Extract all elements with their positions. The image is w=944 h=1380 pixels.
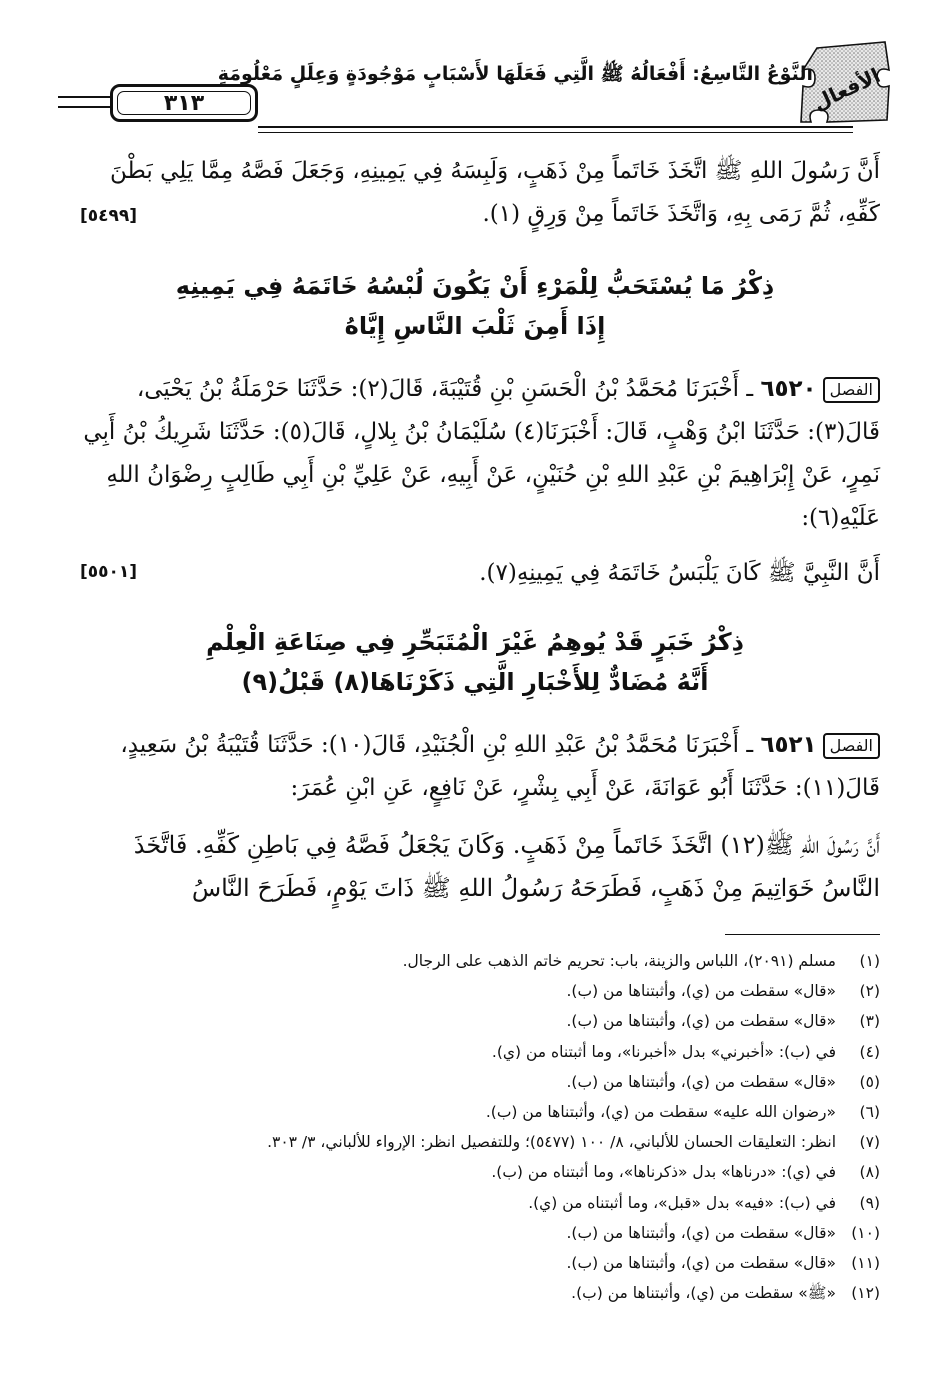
chapter-badge-icon bbox=[797, 40, 893, 124]
footnote-number: (١٢) bbox=[851, 1284, 880, 1303]
footnote-text: «رضوان الله عليه» سقطت من (ي)، وأثبتناها من (ب). bbox=[485, 1102, 836, 1121]
header-rule bbox=[258, 132, 853, 133]
footnote-number: (٣) bbox=[859, 1012, 880, 1031]
matn-paragraph: أَنَّ رَسُولَ اللهِ ﷺ اتَّخَذَ خَاتَماً مِنْ ذَهَبٍ، وَلَبِسَهُ فِي يَمِينِهِ، وَجَعَلَ فَصَّهُ مِمَّا يَلِي بَطْنَ كَفِّهِ، ثُمَّ رَمَى بِهِ، وَاتَّخَذَ خَاتَماً مِنْ وَرِقٍ (١). bbox=[110, 158, 880, 227]
footnote bbox=[90, 1278, 880, 1308]
hadith-number: ٦٥٢٠ bbox=[760, 376, 817, 402]
footnote-number: (٢) bbox=[859, 982, 880, 1001]
footnotes bbox=[90, 946, 880, 1308]
footnote-number: (٩) bbox=[859, 1193, 880, 1212]
header-rule bbox=[258, 126, 853, 128]
footnote-text: في (ب): «أخبرني» بدل «أخبرنا»، وما أثبتناه من (ي). bbox=[491, 1042, 836, 1061]
section-heading bbox=[70, 622, 880, 702]
chapter-badge-label: الأفعال bbox=[809, 63, 884, 115]
hadith-matn: أَنَّ رَسُولَ اللهِ ﷺ(١٢) اتَّخَذَ خَاتَماً مِنْ ذَهَبٍ. وَكَانَ يَجْعَلُ فَصَّهُ فِي بَاطِنِ كَفِّهِ. فَاتَّخَذَ النَّاسُ خَوَاتِيمَ مِنْ ذَهَبٍ، فَطَرَحَهُ رَسُولُ اللهِ ﷺ ذَاتَ يَوْمٍ، فَطَرَحَ النَّاسُ bbox=[133, 831, 880, 902]
footnote bbox=[90, 1157, 880, 1187]
footnote bbox=[90, 1188, 880, 1218]
hadith-matn: أَنَّ النَّبِيَّ ﷺ كَانَ يَلْبَسُ خَاتَمَهُ فِي يَمِينِهِ(٧). bbox=[479, 560, 880, 586]
footnote-number: (٤) bbox=[859, 1042, 880, 1061]
hadith-isnad-text: ـ أَخْبَرَنَا مُحَمَّدُ بْنُ الْحَسَنِ بْنِ قُتَيْبَةَ، قَالَ(٢): حَدَّثَنَا حَرْمَلَةُ بْنُ يَحْيَى، قَالَ(٣): حَدَّثَنَا ابْنُ وَهْبٍ، قَالَ: أَخْبَرَنَا(٤) سُلَيْمَانُ بْنُ بِلالٍ، قَالَ(٥): حَدَّثَنَا شَرِيكُ بْنُ أَبِي نَمِرٍ، عَنْ إِبْرَاهِيمَ بْنِ عَبْدِ اللهِ بْنِ حُنَيْنٍ، عَنْ أَبِيهِ، عَنْ عَلِيِّ بْنِ أَبِي طَالِبٍ رِضْوَانُ اللهِ عَلَيْهِ(٦): bbox=[83, 376, 880, 531]
footnote-text: «قال» سقطت من (ي)، وأثبتناها من (ب). bbox=[566, 1012, 836, 1031]
footnote-text: «قال» سقطت من (ي)، وأثبتناها من (ب). bbox=[566, 1253, 836, 1272]
footnote bbox=[90, 1127, 880, 1157]
hadith-tag: الفصل bbox=[823, 377, 880, 403]
footnote bbox=[90, 1006, 880, 1036]
header-rule bbox=[58, 106, 110, 108]
footnote-text: «قال» سقطت من (ي)، وأثبتناها من (ب). bbox=[566, 1072, 836, 1091]
section-heading-line: إِذَا أَمِنَ ثَلْبَ النَّاسِ إِيَّاهُ bbox=[344, 312, 606, 340]
reference-number: [٥٤٩٩] bbox=[80, 206, 138, 226]
reference-number: [٥٥٠١] bbox=[80, 562, 138, 582]
footnote bbox=[90, 946, 880, 976]
footnote-number: (٨) bbox=[859, 1163, 880, 1182]
page-header bbox=[58, 40, 893, 132]
footnote bbox=[90, 1097, 880, 1127]
footnote-number: (٧) bbox=[859, 1133, 880, 1152]
footnote bbox=[90, 1037, 880, 1067]
footnote-text: في (ي): «درناها» بدل «ذكرناها»، وما أثبتناه من (ب). bbox=[491, 1163, 836, 1182]
footnote-number: (١٠) bbox=[851, 1223, 880, 1242]
header-rule bbox=[58, 96, 110, 98]
footnote bbox=[90, 1248, 880, 1278]
footnote-text: «قال» سقطت من (ي)، وأثبتناها من (ب). bbox=[566, 982, 836, 1001]
footnote-text: مسلم (٢٠٩١)، اللباس والزينة، باب: تحريم خاتم الذهب على الرجال. bbox=[402, 952, 836, 970]
hadith-isnad bbox=[70, 724, 880, 810]
footnote-number: (٥) bbox=[859, 1072, 880, 1091]
footnote-text: انظر: التعليقات الحسان للألباني، ٨/ ١٠٠ (٥٤٧٧)؛ وللتفصيل انظر: الإرواء للألباني، ٣/ ٣٠٣. bbox=[267, 1133, 836, 1152]
section-heading-line: أَنَّهُ مُضَادٌّ لِلأَخْبَارِ الَّتِي ذَكَرْنَاهَا(٨) قَبْلُ(٩) bbox=[241, 668, 709, 696]
hadith-isnad bbox=[70, 368, 880, 540]
section-heading-line: ذِكْرُ خَبَرٍ قَدْ يُوهِمُ غَيْرَ الْمُتَبَحِّرِ فِي صِنَاعَةِ الْعِلْمِ bbox=[206, 628, 744, 656]
footnote-text: «ﷺ» سقطت من (ي)، وأثبتناها من (ب). bbox=[571, 1284, 836, 1303]
footnote-text: «قال» سقطت من (ي)، وأثبتناها من (ب). bbox=[566, 1223, 836, 1242]
hadith-tag: الفصل bbox=[823, 733, 880, 759]
footnote-number: (١) bbox=[859, 952, 880, 970]
page-number: ٣١٣ bbox=[163, 90, 205, 116]
footnote bbox=[90, 1067, 880, 1097]
hadith-isnad-text: ـ أَخْبَرَنَا مُحَمَّدُ بْنُ عَبْدِ اللهِ بْنِ الْجُنَيْدِ، قَالَ(١٠): حَدَّثَنَا قُتَيْبَةُ بْنُ سَعِيدٍ، قَالَ(١١): حَدَّثَنَا أَبُو عَوَانَةَ، عَنْ أَبِي بِشْرٍ، عَنْ نَافِعٍ، عَنِ ابْنِ عُمَرَ: bbox=[120, 732, 880, 801]
hadith-number: ٦٥٢١ bbox=[760, 732, 817, 758]
footnote-number: (١١) bbox=[851, 1253, 880, 1272]
footnote bbox=[90, 976, 880, 1006]
running-title: النَّوْعُ التَّاسِعُ: أَفْعَالُهُ ﷺ الَّتِي فَعَلَهَا لأَسْبَابٍ مَوْجُودَةٍ وَعِلَلٍ مَعْلُومَةٍ bbox=[217, 63, 813, 85]
footnote-divider bbox=[725, 934, 880, 935]
section-heading bbox=[70, 266, 880, 346]
footnote-text: في (ب): «فيه» بدل «قبل»، وما أثبتناه من (ي). bbox=[528, 1193, 836, 1212]
footnote bbox=[90, 1218, 880, 1248]
section-heading-line: ذِكْرُ مَا يُسْتَحَبُّ لِلْمَرْءِ أَنْ يَكُونَ لُبْسُهُ خَاتَمَهُ فِي يَمِينِهِ bbox=[175, 272, 775, 300]
footnote-number: (٦) bbox=[859, 1102, 880, 1121]
